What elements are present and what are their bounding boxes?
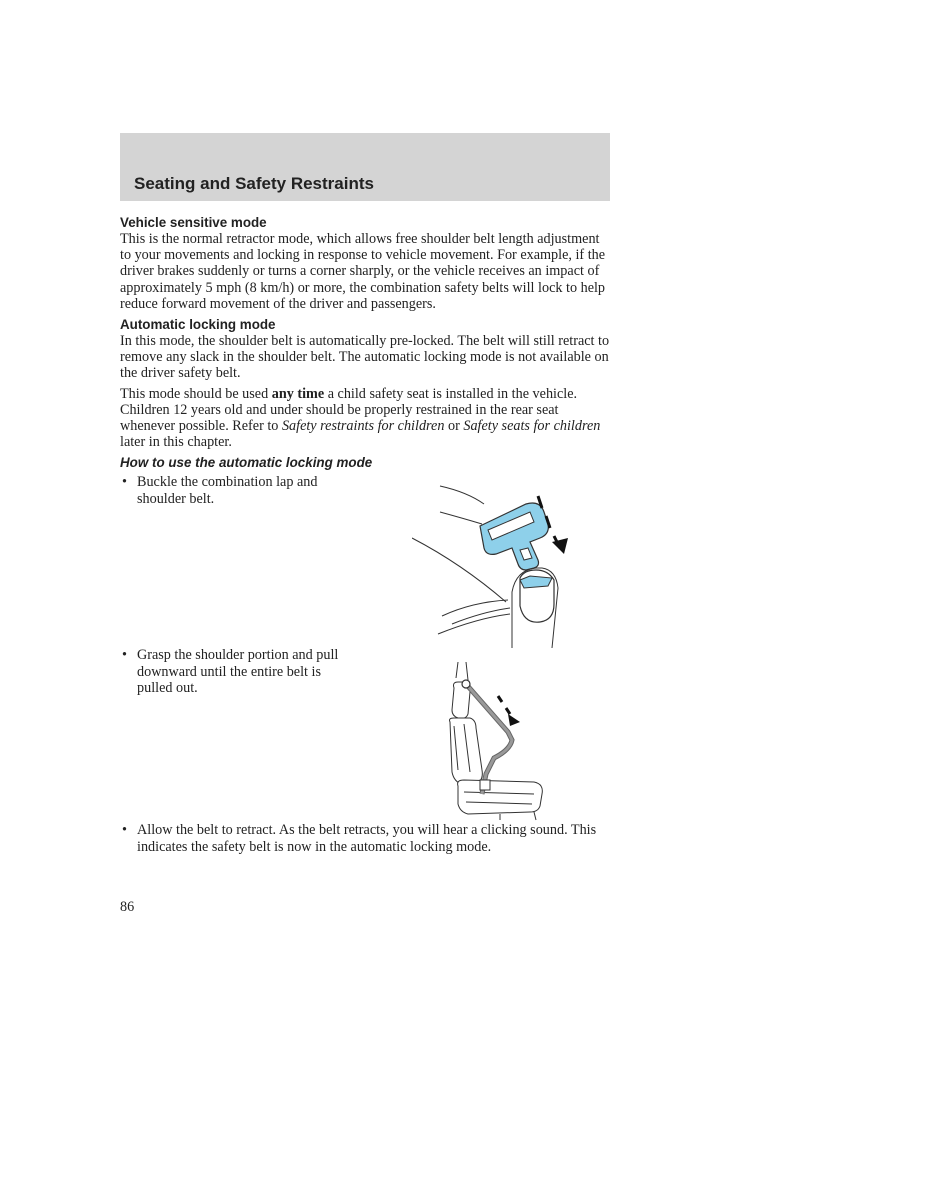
bullet-marker: •: [122, 474, 127, 491]
seat-belt-pull-illustration: [446, 662, 550, 822]
heading-how-to-use: How to use the automatic locking mode: [120, 455, 373, 471]
usage-text-2: a child safety seat is installed in the vehicle. Children 12 years old and under should be properly restrained in the rear seat whenever possible. Refer to: [120, 385, 578, 435]
step-3-text: Allow the belt to retract. As the belt retracts, you will hear a clicking sound. This indicates the safety belt is now in the automatic locking mode.: [137, 822, 597, 855]
usage-ref-safety-seats: Safety seats for children: [463, 418, 601, 435]
usage-text-or: or: [444, 418, 464, 435]
usage-bold: any time: [271, 385, 325, 402]
bullet-marker: •: [122, 647, 127, 664]
paragraph-automatic-locking-usage: [120, 386, 610, 451]
section-header-band: [120, 133, 610, 201]
step-1: [120, 474, 355, 647]
heading-vehicle-sensitive-mode: Vehicle sensitive mode: [120, 215, 267, 230]
seat-belt-buckle-illustration: [412, 484, 584, 648]
paragraph-vehicle-sensitive-mode: This is the normal retractor mode, which allows free shoulder belt length adjustment to your movements and locking in response to vehicle movement. For example, if the driver brakes suddenly or turns a corner sharply, or the vehicle receives an impact of approximately 5 mph (8 km/h) or more, the combination safety belts will lock to help reduce forward movement of the driver and passengers.: [120, 231, 606, 312]
step-2: [120, 647, 355, 822]
heading-automatic-locking-mode: Automatic locking mode: [120, 317, 276, 333]
usage-text-1: This mode should be used: [120, 385, 272, 402]
usage-text-3: later in this chapter.: [120, 434, 232, 451]
bullet-marker: •: [122, 822, 127, 839]
step-3: [120, 822, 610, 854]
step-1-text: Buckle the combination lap and shoulder belt.: [137, 474, 318, 507]
page-title: Seating and Safety Restraints: [134, 174, 374, 193]
page-number: 86: [120, 899, 135, 915]
step-2-text: Grasp the shoulder portion and pull downward until the entire belt is pulled out.: [137, 647, 339, 696]
usage-ref-children: Safety restraints for children: [281, 418, 445, 435]
paragraph-automatic-locking-intro: In this mode, the shoulder belt is automatically pre-locked. The belt will still retract to remove any slack in the shoulder belt. The automatic locking mode is not available on the driver safety belt.: [120, 333, 610, 382]
